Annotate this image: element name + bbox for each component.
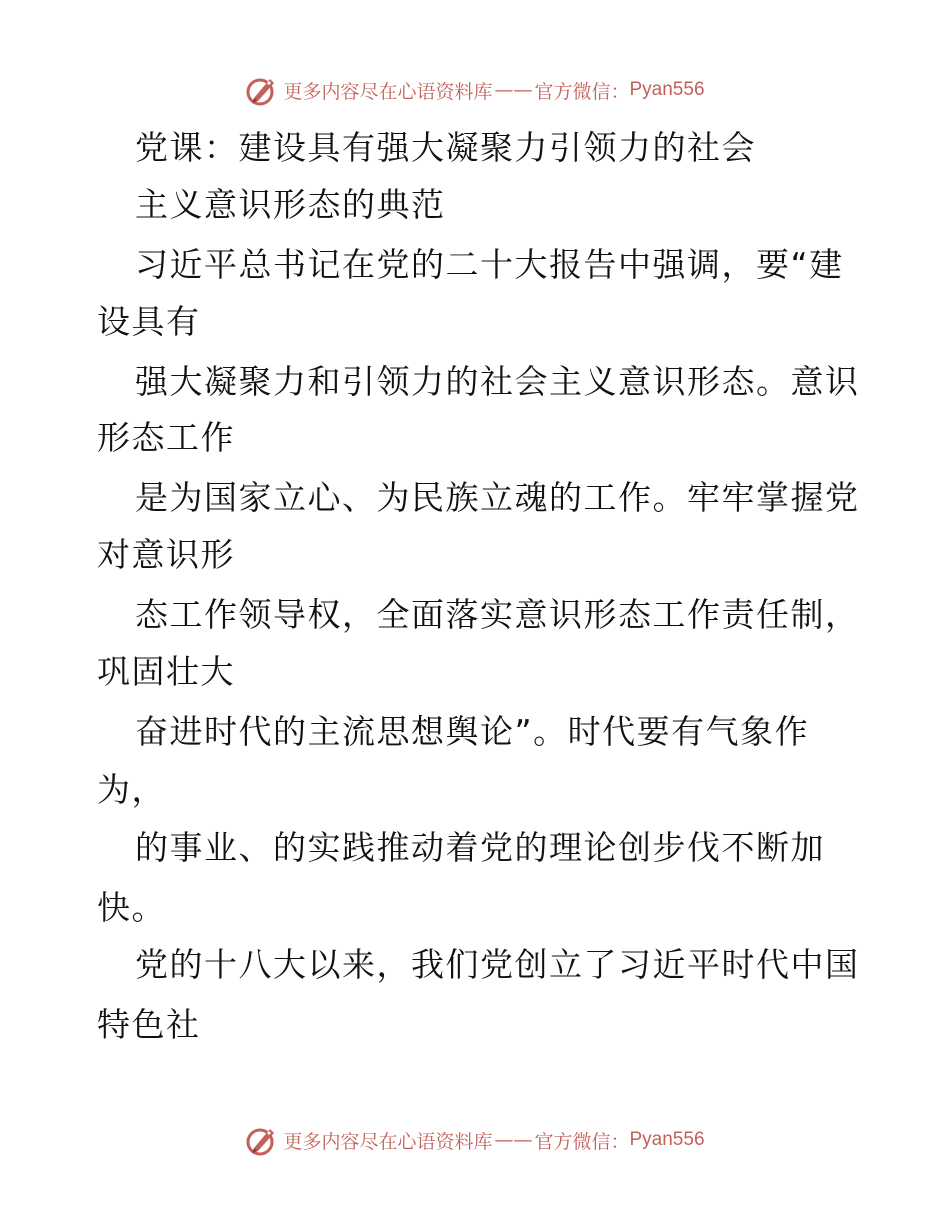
watermark-text: 更多内容尽在心语资料库 bbox=[283, 1130, 493, 1153]
document-title-line-2: 主义意识形态的典范 bbox=[135, 185, 446, 224]
watermark-text: 更多内容尽在心语资料库 bbox=[283, 80, 493, 103]
body-line: 巩固壮大 bbox=[97, 652, 235, 691]
body-line: 是为国家立心、为民族立魂的工作。牢牢掌握党 bbox=[135, 478, 860, 517]
watermark-handle: Pyan556 bbox=[629, 79, 705, 100]
watermark-suffix: 官方微信： bbox=[534, 1130, 630, 1153]
body-line: 形态工作 bbox=[97, 418, 235, 457]
document-title-line-1: 党课：建设具有强大凝聚力引领力的社会 bbox=[135, 128, 756, 167]
pen-nib-logo-icon bbox=[245, 1123, 279, 1157]
header-watermark bbox=[0, 70, 950, 110]
watermark-separator: —— bbox=[494, 79, 533, 101]
watermark-handle: Pyan556 bbox=[629, 1129, 705, 1150]
watermark-suffix: 官方微信： bbox=[534, 80, 630, 103]
body-line: 习近平总书记在党的二十大报告中强调，要“建 bbox=[135, 245, 844, 284]
footer-watermark bbox=[0, 1120, 950, 1160]
watermark-separator: —— bbox=[494, 1129, 533, 1151]
body-line: 党的十八大以来，我们党创立了习近平时代中国 bbox=[135, 945, 860, 984]
body-line: 态工作领导权，全面落实意识形态工作责任制， bbox=[135, 595, 860, 634]
body-line: 特色社 bbox=[97, 1005, 201, 1044]
body-line: 对意识形 bbox=[97, 535, 235, 574]
pen-nib-logo-icon bbox=[245, 73, 279, 107]
body-line: 强大凝聚力和引领力的社会主义意识形态。意识 bbox=[135, 362, 860, 401]
body-line: 的事业、的实践推动着党的理论创步伐不断加 bbox=[135, 828, 825, 867]
body-line: 为， bbox=[97, 770, 166, 809]
body-line: 设具有 bbox=[97, 302, 201, 341]
body-line: 快。 bbox=[97, 888, 166, 927]
body-line: 奋进时代的主流思想舆论”。时代要有气象作 bbox=[135, 712, 810, 751]
